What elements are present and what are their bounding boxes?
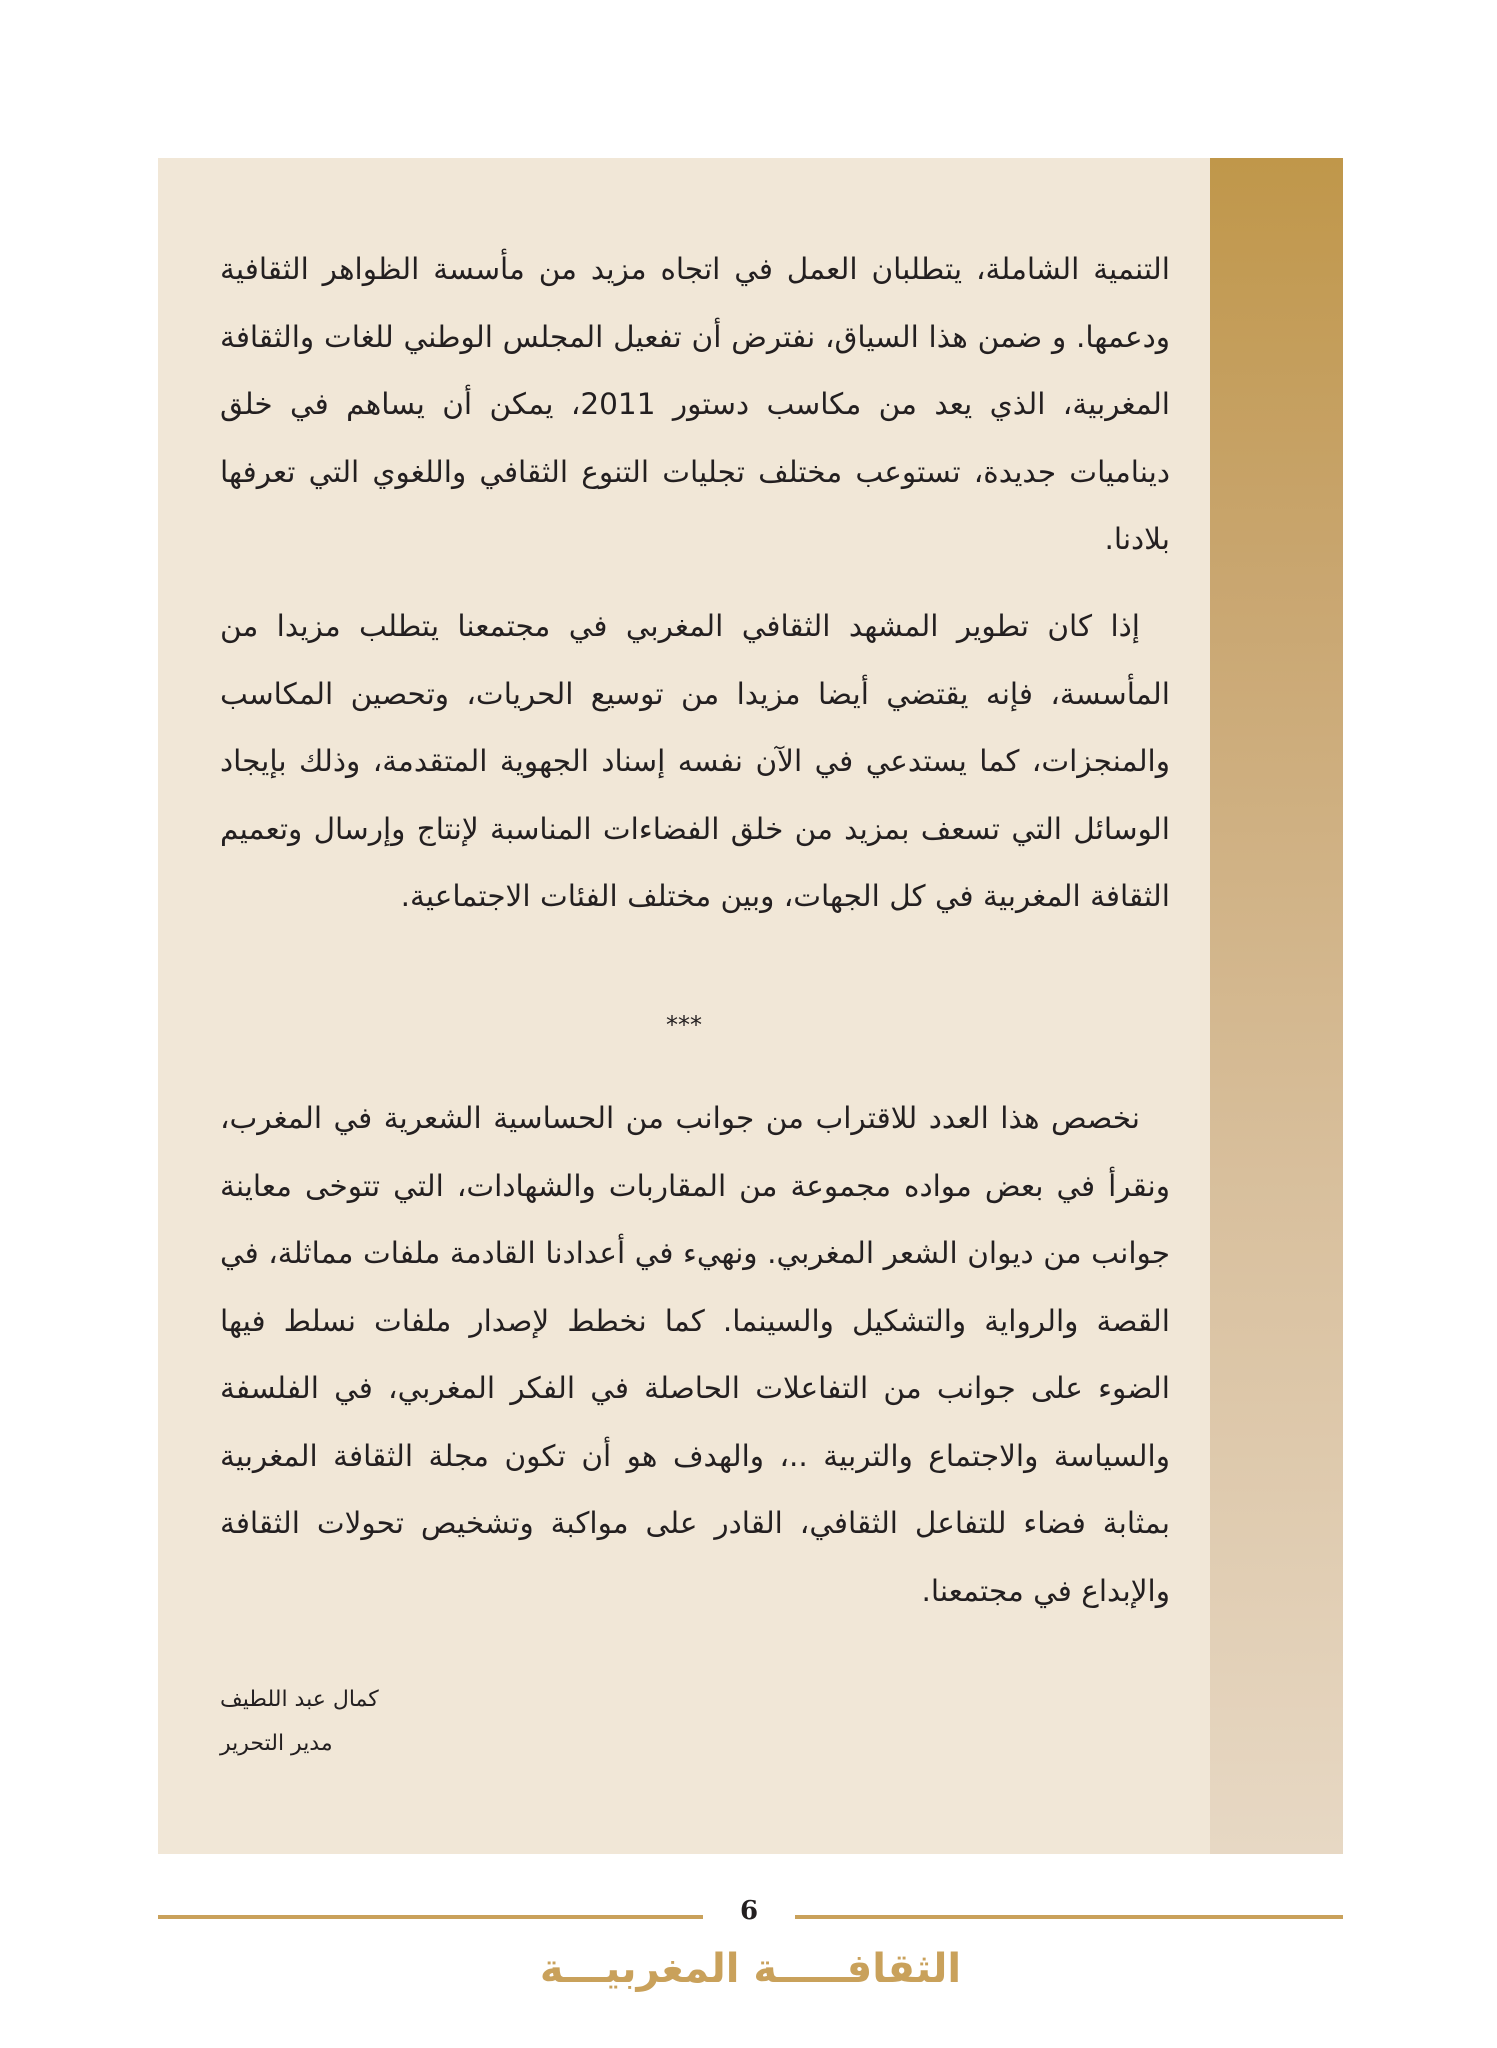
footer-rule-right: [795, 1915, 1343, 1919]
section-separator: ***: [666, 1011, 702, 1039]
editor-name: كمال عبد اللطيف: [220, 1687, 379, 1712]
magazine-title: الثقافـــــة المغربيـــة: [539, 1946, 962, 1992]
body-paragraph-1: التنمية الشاملة، يتطلبان العمل في اتجاه مزيد من مأسسة الظواهر الثقافية ودعمها. و ضمن هذا السياق، نفترض أن تفعيل المجلس الوطني للغات والثقافة المغربية، الذي يعد من مكاسب دستور 2011، يمكن أن يساهم في خلق ديناميات جديدة، تستوعب مختلف تجليات التنوع الثقافي واللغوي التي تعرفها بلادنا.: [220, 252, 1170, 556]
body-paragraph-2: إذا كان تطوير المشهد الثقافي المغربي في مجتمعنا يتطلب مزيدا من المأسسة، فإنه يقتضي أيضا مزيدا من توسيع الحريات، وتحصين المكاسب والمنجزات، كما يستدعي في الآن نفسه إسناد الجهوية المتقدمة، وذلك بإيجاد الوسائل التي تسعف بمزيد من خلق الفضاءات المناسبة لإنتاج وإرسال وتعميم الثقافة المغربية في كل الجهات، وبين مختلف الفئات الاجتماعية.: [220, 609, 1170, 913]
body-paragraph-3: نخصص هذا العدد للاقتراب من جوانب من الحساسية الشعرية في المغرب، ونقرأ في بعض مواده مجموعة من المقاربات والشهادات، التي تتوخى معاينة جوانب من ديوان الشعر المغربي. ونهيء في أعدادنا القادمة ملفات مماثلة، في القصة والرواية والتشكيل والسينما. كما نخطط لإصدار ملفات نسلط فيها الضوء على جوانب من التفاعلات الحاصلة في الفكر المغربي، في الفلسفة والسياسة والاجتماع والتربية ..، والهدف هو أن تكون مجلة الثقافة المغربية بمثابة فضاء للتفاعل الثقافي، القادر على مواكبة وتشخيص تحولات الثقافة والإبداع في مجتمعنا.: [220, 1101, 1170, 1608]
editor-role: مدير التحرير: [220, 1731, 333, 1756]
footer-rule-left: [158, 1915, 703, 1919]
page-number: 6: [739, 1896, 759, 1926]
decorative-side-band: [1210, 158, 1343, 1854]
editor-signature: [220, 1678, 1170, 1766]
